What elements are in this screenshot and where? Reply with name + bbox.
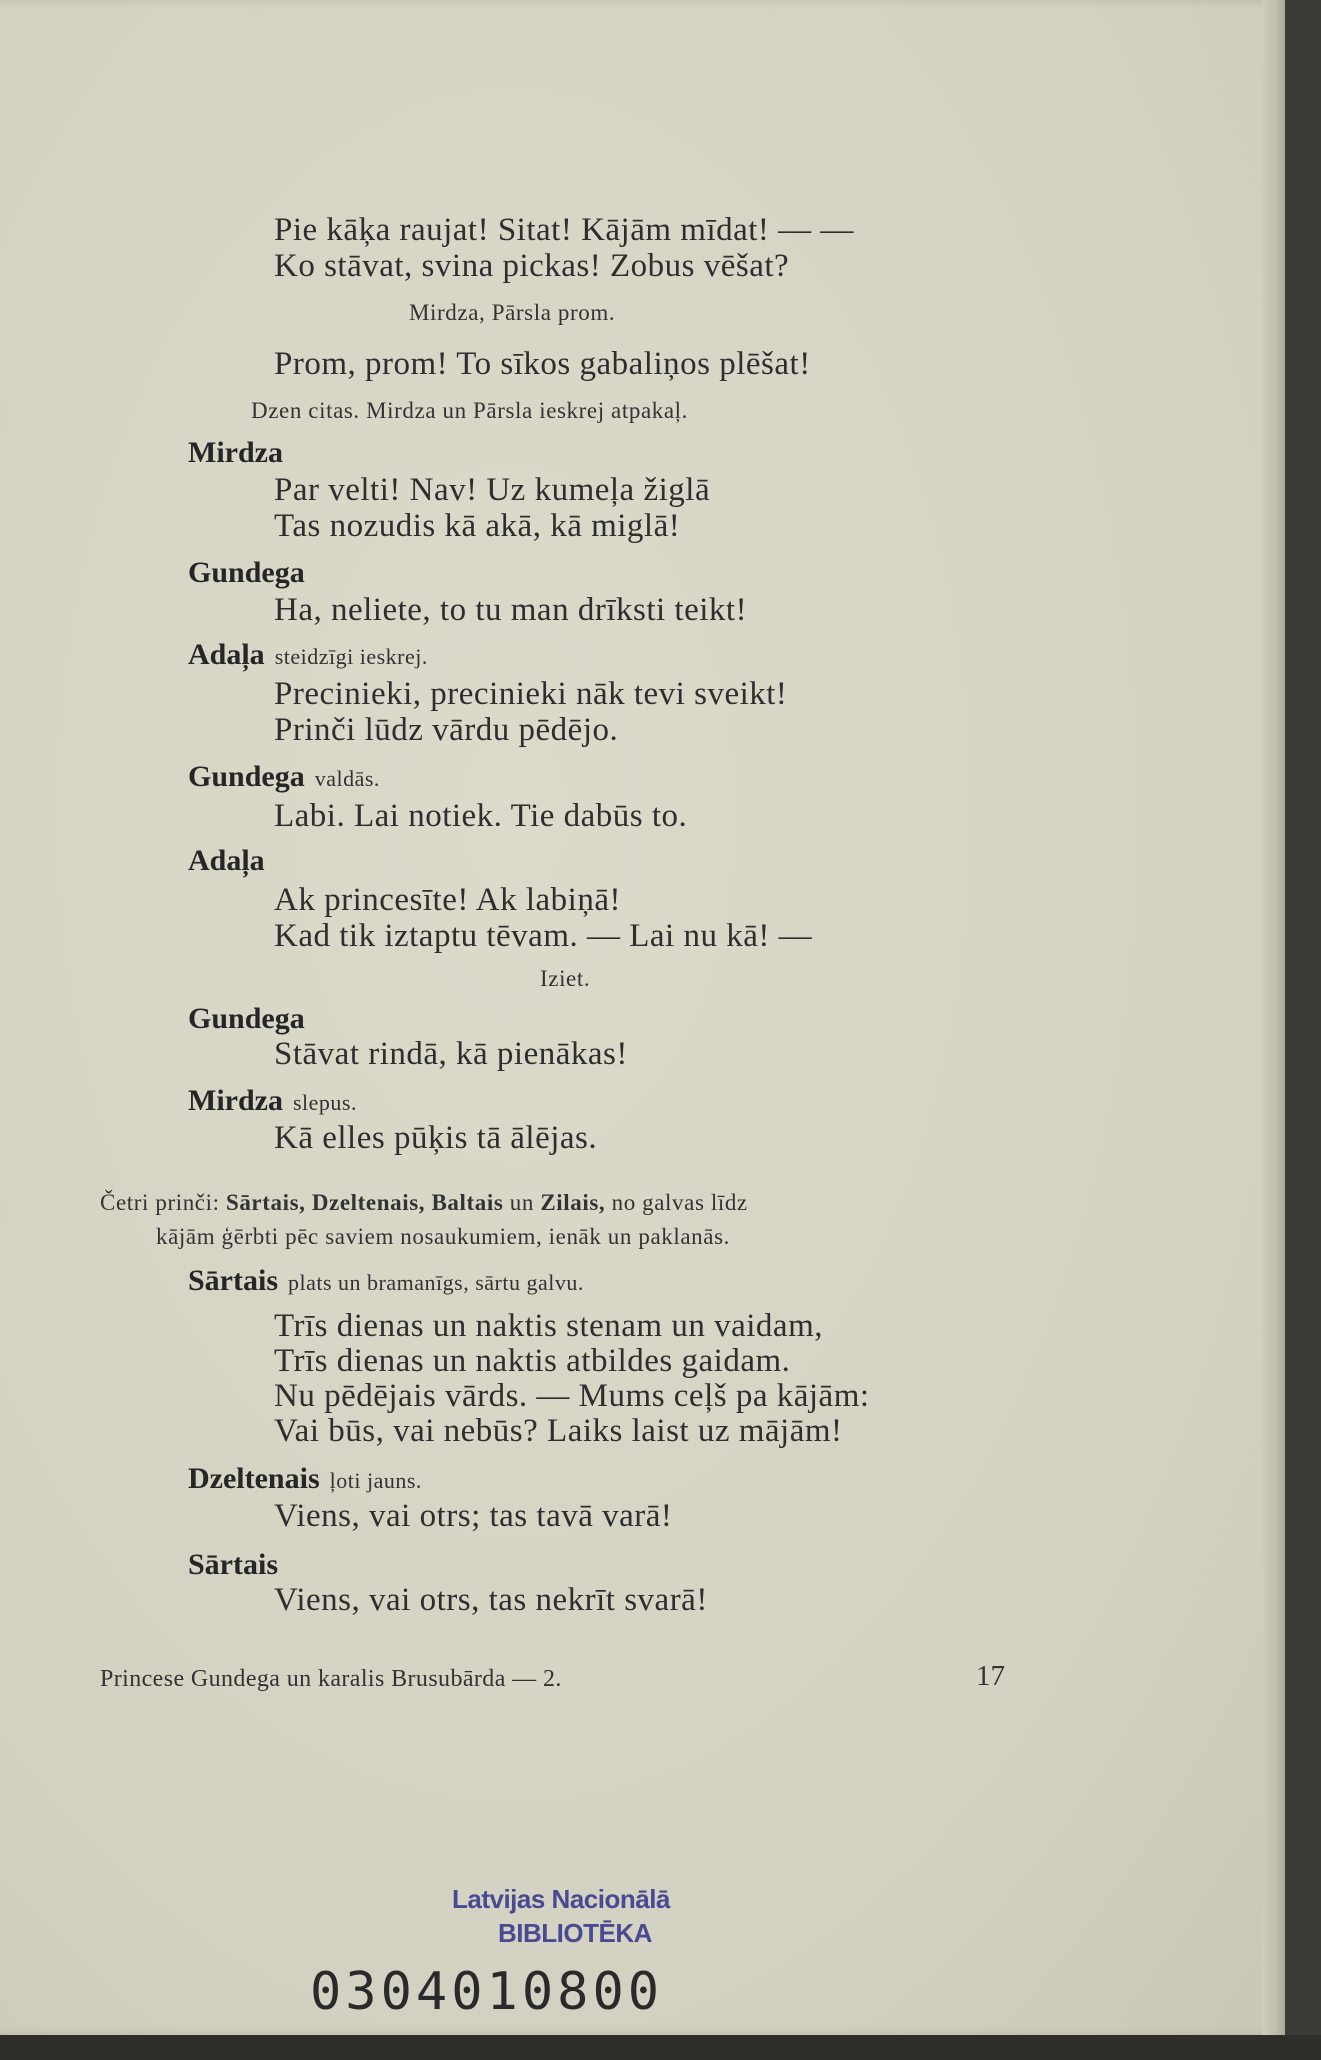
page-number: 17 xyxy=(976,1660,1005,1692)
stage-direction-text: no galvas līdz xyxy=(611,1190,748,1215)
stage-direction-text: un xyxy=(509,1190,534,1215)
verse-line: Ko stāvat, svina pickas! Zobus vēšat? xyxy=(274,248,790,284)
verse-line: Tas nozudis kā akā, kā miglā! xyxy=(274,508,681,544)
speaker-name: Gundega xyxy=(188,556,305,589)
stage-direction: valdās. xyxy=(314,766,380,791)
library-stamp-line: BIBLIOTĒKA xyxy=(498,1918,652,1948)
character-names: Sārtais, Dzeltenais, Baltais xyxy=(225,1190,504,1215)
speaker-name: Gundega xyxy=(188,1002,305,1035)
character-name: Zilais, xyxy=(540,1190,606,1215)
verse-line: Vai būs, vai nebūs? Laiks laist uz mājām! xyxy=(274,1413,843,1449)
speaker-line xyxy=(188,1084,357,1118)
speaker-name: Gundega xyxy=(188,760,305,793)
shelf-code: 0304010800 xyxy=(310,1962,664,2022)
verse-line: Stāvat rindā, kā pienākas! xyxy=(274,1036,628,1072)
verse-line: Prom, prom! To sīkos gabaliņos plēšat! xyxy=(274,346,811,382)
speaker-line xyxy=(188,1462,422,1496)
speaker-name: Mirdza xyxy=(188,1084,283,1117)
running-footer: Princese Gundega un karalis Brusubārda — 2. xyxy=(100,1666,562,1692)
speaker-name: Mirdza xyxy=(188,436,283,469)
speaker-name: Sārtais xyxy=(188,1548,278,1581)
verse-line: Kad tik iztaptu tēvam. — Lai nu kā! — xyxy=(274,918,813,954)
stage-direction: Mirdza, Pārsla prom. xyxy=(409,300,616,325)
verse-line: Viens, vai otrs, tas nekrīt svarā! xyxy=(274,1582,708,1618)
verse-line: Pie kāķa raujat! Sitat! Kājām mīdat! — — xyxy=(274,212,854,248)
stage-direction: plats un bramanīgs, sārtu galvu. xyxy=(288,1270,584,1295)
library-stamp-line: Latvijas Nacionālā xyxy=(452,1884,670,1914)
verse-line: Ak princesīte! Ak labiņā! xyxy=(274,882,621,918)
page-edge xyxy=(1262,0,1285,2035)
verse-line: Trīs dienas un naktis atbildes gaidam. xyxy=(274,1343,791,1379)
verse-line: Nu pēdējais vārds. — Mums ceļš pa kājām: xyxy=(274,1378,870,1414)
verse-line: Prinči lūdz vārdu pēdējo. xyxy=(274,712,619,748)
speaker-name: Dzeltenais xyxy=(188,1462,320,1495)
speaker-name: Adaļa xyxy=(188,638,265,671)
stage-direction: slepus. xyxy=(292,1090,357,1115)
stage-direction: Dzen citas. Mirdza un Pārsla ieskrej atpakaļ. xyxy=(251,398,689,423)
stage-direction: ļoti jauns. xyxy=(329,1468,422,1493)
verse-line: Trīs dienas un naktis stenam un vaidam, xyxy=(274,1308,823,1344)
stage-direction: kājām ģērbti pēc saviem nosaukumiem, ienāk un paklanās. xyxy=(156,1224,730,1249)
verse-line: Kā elles pūķis tā ālējas. xyxy=(274,1120,598,1156)
verse-line: Ha, neliete, to tu man drīksti teikt! xyxy=(274,592,748,628)
verse-line: Precinieki, precinieki nāk tevi sveikt! xyxy=(274,676,788,712)
speaker-name: Sārtais xyxy=(188,1264,278,1297)
verse-line: Labi. Lai notiek. Tie dabūs to. xyxy=(274,798,688,834)
speaker-line xyxy=(188,638,428,672)
speaker-line xyxy=(188,760,380,794)
stage-direction: Iziet. xyxy=(540,966,591,991)
speaker-name: Adaļa xyxy=(188,844,265,877)
verse-line: Viens, vai otrs; tas tavā varā! xyxy=(274,1498,673,1534)
stage-direction xyxy=(100,1190,748,1216)
verse-line: Par velti! Nav! Uz kumeļa žiglā xyxy=(274,472,711,508)
stage-direction-text: Četri prinči: xyxy=(100,1190,220,1215)
speaker-line xyxy=(188,1264,584,1298)
stage-direction: steidzīgi ieskrej. xyxy=(274,644,428,669)
scan-border xyxy=(0,2035,1321,2060)
